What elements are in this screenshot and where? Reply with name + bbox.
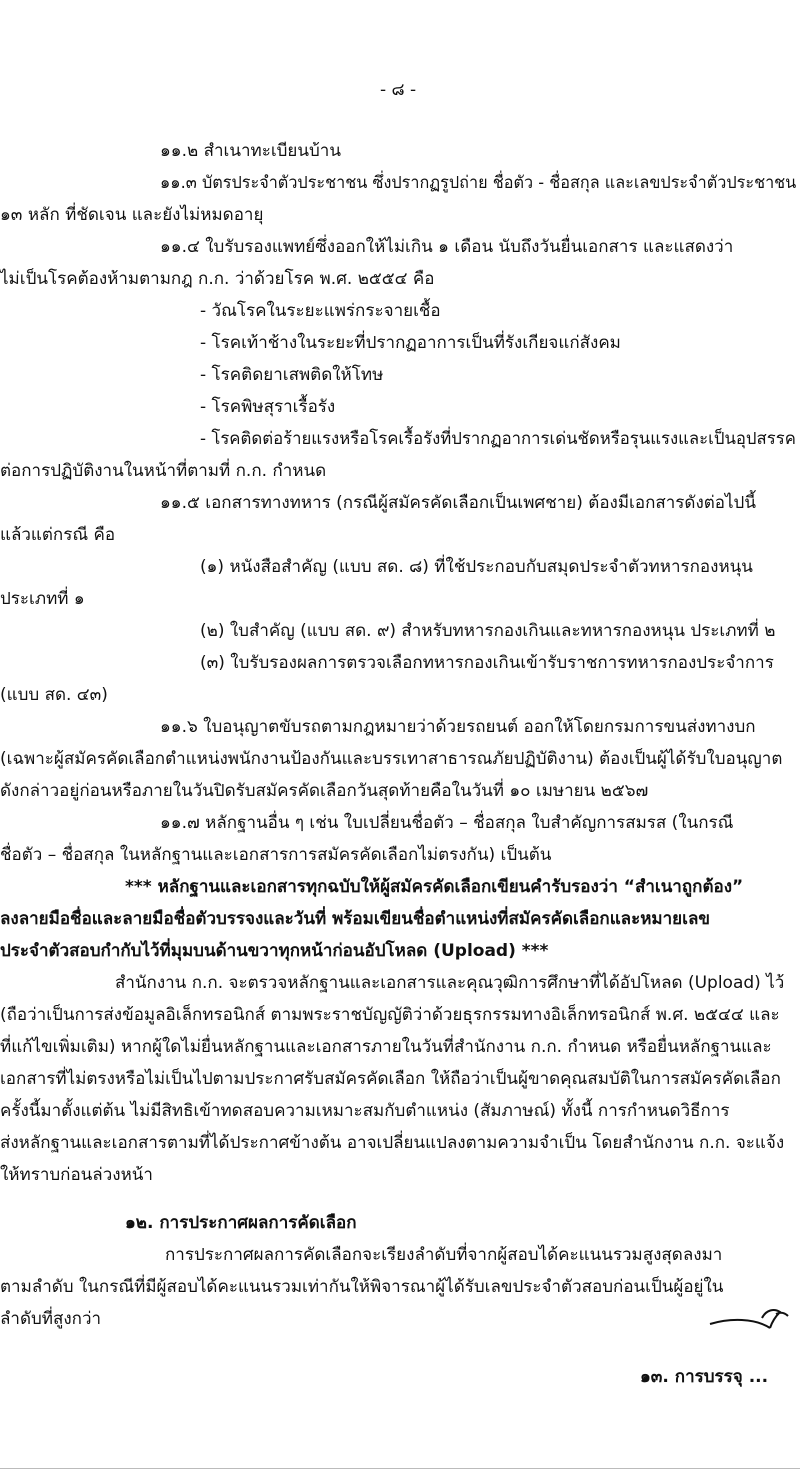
page-number: - ๘ -	[380, 80, 417, 100]
page-bottom-divider	[0, 1468, 800, 1469]
certification-note: *** หลักฐานและเอกสารทุกฉบับให้ผู้สมัครคัดเลือกเขียนคำรับรองว่า “สำเนาถูกต้อง”	[125, 877, 744, 897]
office-verification-cont: ให้ทราบก่อนล่วงหน้า	[0, 1165, 153, 1185]
disease-item: - โรคพิษสุราเรื้อรัง	[200, 397, 336, 417]
office-verification-cont: ครั้งนี้มาตั้งแต่ต้น ไม่มีสิทธิเข้าทดสอบความเหมาะสมกับตำแหน่ง (สัมภาษณ์) ทั้งนี้ การกำหนดวิธีการ	[0, 1101, 730, 1121]
section-11-7: ๑๑.๗ หลักฐานอื่น ๆ เช่น ใบเปลี่ยนชื่อตัว – ชื่อสกุล ใบสำคัญการสมรส (ในกรณี	[160, 813, 734, 833]
section-11-6-cont: (เฉพาะผู้สมัครคัดเลือกตำแหน่งพนักงานป้องกันและบรรเทาสาธารณภัยปฏิบัติงาน) ต้องเป็นผู้ได้รับใบอนุญาต	[0, 749, 783, 769]
office-verification-cont: (ถือว่าเป็นการส่งข้อมูลอิเล็กทรอนิกส์ ตามพระราชบัญญัติว่าด้วยธุรกรรมทางอิเล็กทรอนิกส์ พ.ศ. ๒๕๔๔ และ	[0, 1005, 780, 1025]
section-11-6-cont: ดังกล่าวอยู่ก่อนหรือภายในวันปิดรับสมัครคัดเลือกวันสุดท้ายคือในวันที่ ๑๐ เมษายน ๒๕๖๗	[0, 781, 649, 801]
military-doc-item: (๓) ใบรับรองผลการตรวจเลือกทหารกองเกินเข้ารับราชการทหารกองประจำการ	[200, 653, 774, 673]
disease-item: - วัณโรคในระยะแพร่กระจายเชื้อ	[200, 301, 441, 321]
section-12-body-cont: ตามลำดับ ในกรณีที่มีผู้สอบได้คะแนนรวมเท่ากันให้พิจารณาผู้ได้รับเลขประจำตัวสอบก่อนเป็นผู้อยู่ใน	[0, 1277, 724, 1297]
military-doc-item-cont: (แบบ สด. ๔๓)	[0, 685, 108, 705]
section-11-3: ๑๑.๓ บัตรประจำตัวประชาชน ซึ่งปรากฏรูปถ่าย ชื่อตัว - ชื่อสกุล และเลขประจำตัวประชาชน	[160, 173, 797, 193]
disease-item-cont: ต่อการปฏิบัติงานในหน้าที่ตามที่ ก.ก. กำหนด	[0, 461, 327, 481]
section-11-6: ๑๑.๖ ใบอนุญาตขับรถตามกฎหมายว่าด้วยรถยนต์ ออกให้โดยกรมการขนส่งทางบก	[160, 717, 756, 737]
section-11-4: ๑๑.๔ ใบรับรองแพทย์ซึ่งออกให้ไม่เกิน ๑ เดือน นับถึงวันยื่นเอกสาร และแสดงว่า	[160, 237, 734, 257]
section-11-7-cont: ชื่อตัว – ชื่อสกุล ในหลักฐานและเอกสารการสมัครคัดเลือกไม่ตรงกัน) เป็นต้น	[0, 845, 552, 865]
office-verification-cont: เอกสารที่ไม่ตรงหรือไม่เป็นไปตามประกาศรับสมัครคัดเลือก ให้ถือว่าเป็นผู้ขาดคุณสมบัติในการสมัครคัดเลือก	[0, 1069, 781, 1089]
section-11-3-cont: ๑๓ หลัก ที่ชัดเจน และยังไม่หมดอายุ	[0, 205, 264, 225]
certification-note-cont: ประจำตัวสอบกำกับไว้ที่มุมบนด้านขวาทุกหน้าก่อนอัปโหลด (Upload) ***	[0, 941, 549, 961]
section-11-2: ๑๑.๒ สำเนาทะเบียนบ้าน	[160, 141, 341, 161]
military-doc-item: (๒) ใบสำคัญ (แบบ สด. ๙) สำหรับทหารกองเกินและทหารกองหนุน ประเภทที่ ๒	[200, 621, 776, 641]
next-section-heading: ๑๓. การบรรจุ ...	[640, 1367, 769, 1387]
disease-item: - โรคเท้าช้างในระยะที่ปรากฏอาการเป็นที่รังเกียจแก่สังคม	[200, 333, 621, 353]
section-11-5-cont: แล้วแต่กรณี คือ	[0, 525, 116, 545]
military-doc-item-cont: ประเภทที่ ๑	[0, 589, 85, 609]
office-verification-cont: ส่งหลักฐานและเอกสารตามที่ได้ประกาศข้างต้น อาจเปลี่ยนแปลงตามความจำเป็น โดยสำนักงาน ก.ก. จะแจ้ง	[0, 1133, 785, 1153]
military-doc-item: (๑) หนังสือสำคัญ (แบบ สด. ๘) ที่ใช้ประกอบกับสมุดประจำตัวทหารกองหนุน	[200, 557, 753, 577]
section-12-body-cont: ลำดับที่สูงกว่า	[0, 1309, 102, 1329]
section-11-5: ๑๑.๕ เอกสารทางทหาร (กรณีผู้สมัครคัดเลือกเป็นเพศชาย) ต้องมีเอกสารดังต่อไปนี้	[160, 493, 756, 513]
section-11-4-cont: ไม่เป็นโรคต้องห้ามตามกฎ ก.ก. ว่าด้วยโรค พ.ศ. ๒๕๕๔ คือ	[0, 269, 435, 289]
office-verification-paragraph: สำนักงาน ก.ก. จะตรวจหลักฐานและเอกสารและคุณวุฒิการศึกษาที่ได้อัปโหลด (Upload) ไว้	[115, 973, 785, 993]
office-verification-cont: ที่แก้ไขเพิ่มเติม) หากผู้ใดไม่ยื่นหลักฐานและเอกสารภายในวันที่สำนักงาน ก.ก. กำหนด หรือยื่นหลักฐานและ	[0, 1037, 772, 1057]
section-12-body: การประกาศผลการคัดเลือกจะเรียงลำดับที่จากผู้สอบได้คะแนนรวมสูงสุดลงมา	[165, 1245, 723, 1265]
disease-item: - โรคติดยาเสพติดให้โทษ	[200, 365, 384, 385]
disease-item: - โรคติดต่อร้ายแรงหรือโรคเรื้อรังที่ปรากฏอาการเด่นชัดหรือรุนแรงและเป็นอุปสรรค	[200, 429, 796, 449]
certification-note-cont: ลงลายมือชื่อและลายมือชื่อตัวบรรจงและวันที่ พร้อมเขียนชื่อตำแหน่งที่สมัครคัดเลือกและหมายเลข	[0, 909, 710, 929]
section-12-heading: ๑๒. การประกาศผลการคัดเลือก	[125, 1213, 357, 1233]
signature-mark	[700, 1300, 790, 1340]
